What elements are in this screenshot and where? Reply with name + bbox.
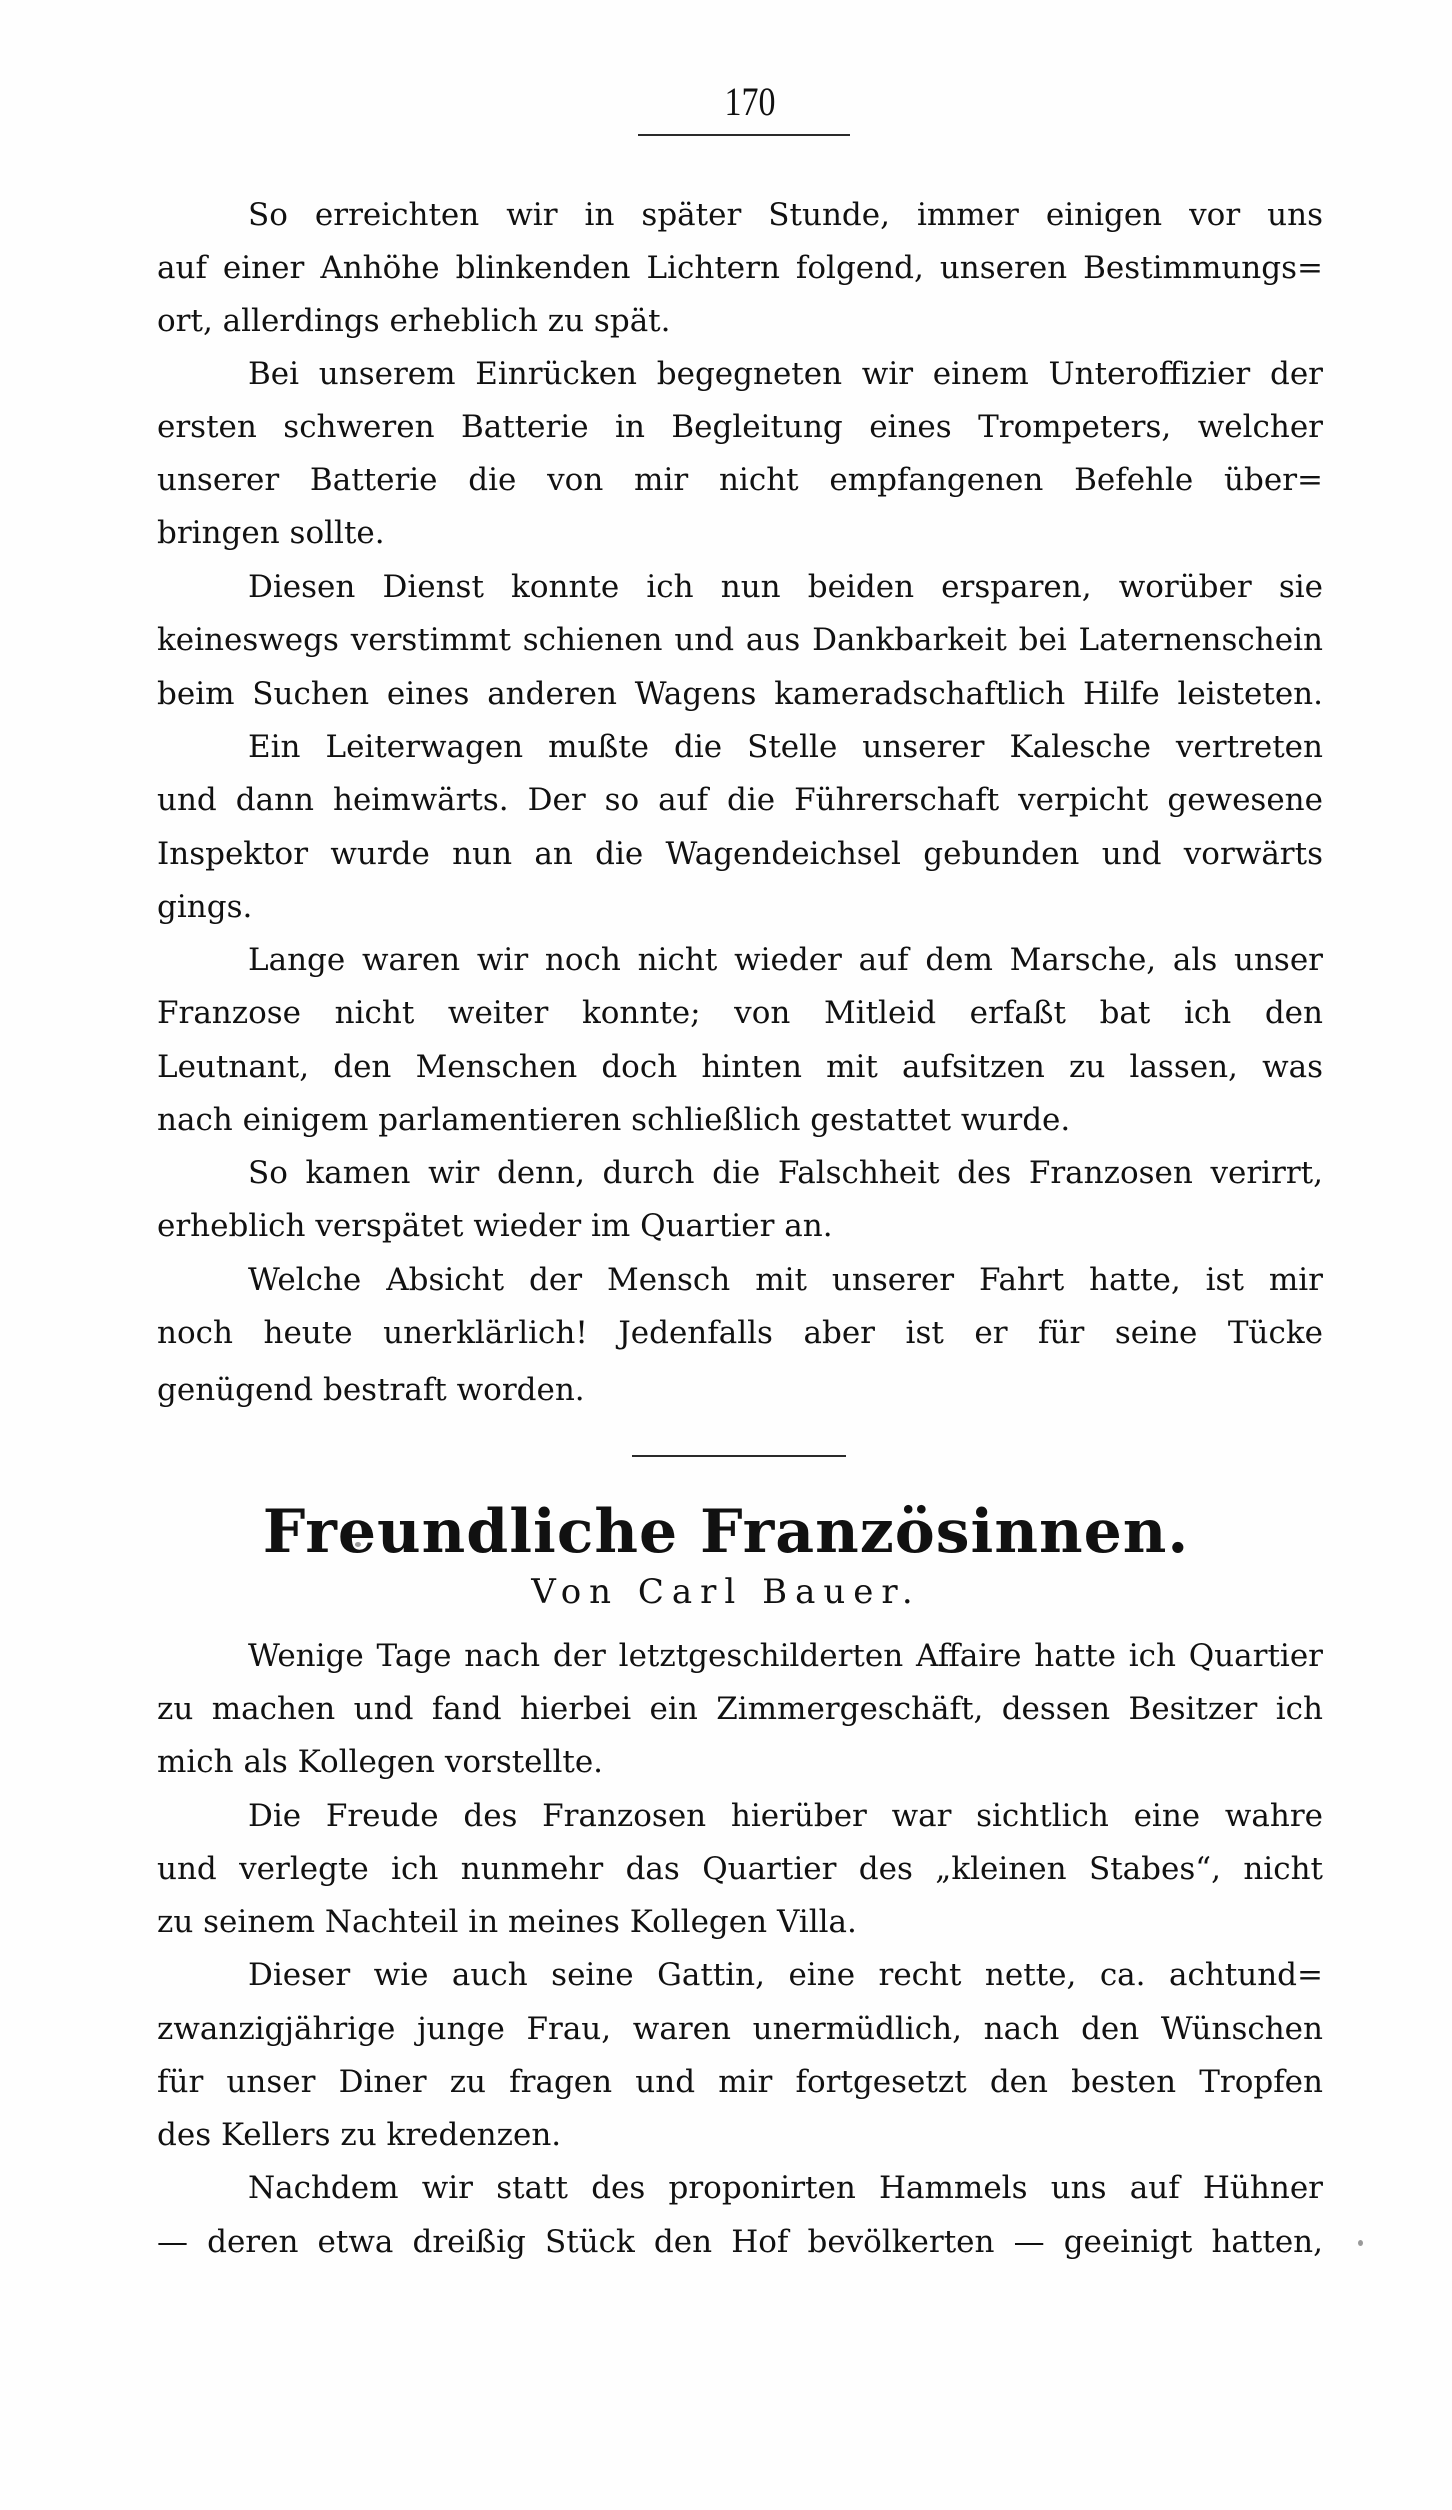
print-speck	[1358, 2240, 1363, 2246]
text-line: Diesen Dienst konnte ich nun beiden ersparen, worüber sie	[248, 569, 1323, 605]
text-line: genügend bestraft worden.	[157, 1372, 585, 1408]
text-line: keineswegs verstimmt schienen und aus Dankbarkeit bei Laternenschein	[157, 622, 1323, 658]
header-rule	[638, 134, 850, 136]
text-line: auf einer Anhöhe blinkenden Lichtern folgend, unseren Bestimmungs=	[157, 250, 1323, 286]
text-line: Dieser wie auch seine Gattin, eine recht nette, ca. achtund=	[248, 1957, 1323, 1993]
text-line: bringen sollte.	[157, 515, 385, 551]
text-line: So erreichten wir in später Stunde, immer einigen vor uns	[248, 197, 1323, 233]
text-line: zu machen und fand hierbei ein Zimmergeschäft, dessen Besitzer ich	[157, 1691, 1323, 1727]
text-line: Die Freude des Franzosen hierüber war sichtlich eine wahre	[248, 1798, 1323, 1834]
text-line: ersten schweren Batterie in Begleitung eines Trompeters, welcher	[157, 409, 1323, 445]
text-line: des Kellers zu kredenzen.	[157, 2117, 562, 2153]
text-line: Leutnant, den Menschen doch hinten mit aufsitzen zu lassen, was	[157, 1049, 1323, 1085]
text-line: Lange waren wir noch nicht wieder auf dem Marsche, als unser	[248, 942, 1323, 978]
text-line: für unser Diner zu fragen und mir fortgesetzt den besten Tropfen	[157, 2064, 1323, 2100]
text-line: Ein Leiterwagen mußte die Stelle unserer Kalesche vertreten	[248, 729, 1323, 765]
text-line: erheblich verspätet wieder im Quartier an.	[157, 1208, 833, 1244]
text-line: noch heute unerklärlich! Jedenfalls aber ist er für seine Tücke	[157, 1315, 1323, 1351]
text-line: So kamen wir denn, durch die Falschheit des Franzosen verirrt,	[248, 1155, 1323, 1191]
text-line: ort, allerdings erheblich zu spät.	[157, 303, 671, 339]
section-separator	[632, 1455, 846, 1457]
text-line: Franzose nicht weiter konnte; von Mitleid erfaßt bat ich den	[157, 995, 1323, 1031]
text-line: zwanzigjährige junge Frau, waren unermüdlich, nach den Wünschen	[157, 2011, 1323, 2047]
chapter-title: Freundliche Französinnen.	[262, 1497, 1190, 1567]
text-line: unserer Batterie die von mir nicht empfangenen Befehle über=	[157, 462, 1323, 498]
text-line: Inspektor wurde nun an die Wagendeichsel gebunden und vorwärts	[157, 836, 1323, 872]
text-line: Wenige Tage nach der letztgeschilderten Affaire hatte ich Quartier	[248, 1638, 1323, 1674]
text-line: und verlegte ich nunmehr das Quartier des „kleinen Stabes“, nicht	[157, 1851, 1323, 1887]
chapter-byline: Von Carl Bauer.	[531, 1572, 921, 1612]
page-number: 170	[724, 79, 776, 124]
text-line: beim Suchen eines anderen Wagens kameradschaftlich Hilfe leisteten.	[157, 676, 1323, 712]
text-line: Nachdem wir statt des proponirten Hammels uns auf Hühner	[248, 2170, 1323, 2206]
text-line: mich als Kollegen vorstellte.	[157, 1744, 604, 1780]
text-line: Bei unserem Einrücken begegneten wir einem Unteroffizier der	[248, 356, 1323, 392]
text-line: Welche Absicht der Mensch mit unserer Fahrt hatte, ist mir	[248, 1262, 1323, 1298]
text-line: — deren etwa dreißig Stück den Hof bevölkerten — geeinigt hatten,	[157, 2224, 1323, 2260]
text-line: und dann heimwärts. Der so auf die Führerschaft verpicht gewesene	[157, 782, 1323, 818]
text-line: gings.	[157, 889, 253, 925]
text-line: zu seinem Nachteil in meines Kollegen Villa.	[157, 1904, 857, 1940]
text-line: nach einigem parlamentieren schließlich gestattet wurde.	[157, 1102, 1071, 1138]
